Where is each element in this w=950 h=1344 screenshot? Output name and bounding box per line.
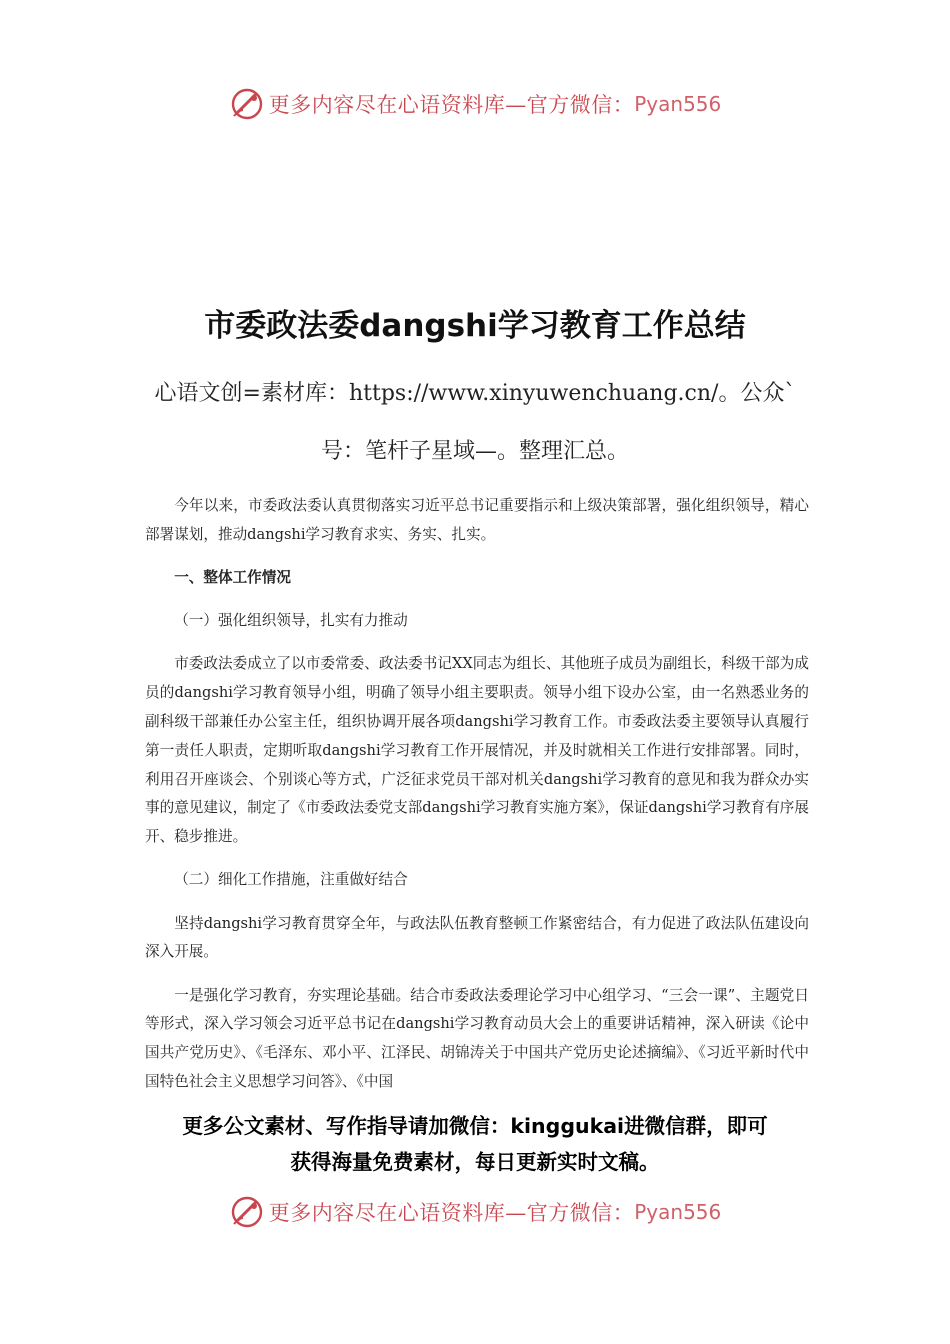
promo-notice: [0, 1108, 950, 1180]
header-banner: [0, 82, 950, 126]
banner-text: 更多内容尽在心语资料库—官方微信：: [268, 93, 635, 117]
paragraph-body: 市委政法委成立了以市委常委、政法委书记XX同志为组长、其他班子成员为副组长，科级干部为成员的dangshi学习教育领导小组，明确了领导小组主要职责。领导小组下设办公室，由一名熟悉业务的副科级干部兼任办公室主任，组织协调开展各项dangshi学习教育工作。市委政法委主要领导认真履行第一责任人职责，定期听取dangshi学习教育工作开展情况，并及时就相关工作进行安排部署。同时，利用召开座谈会、个别谈心等方式，广泛征求党员干部对机关dangshi学习教育的意见和我为群众办实事的意见建议，制定了《市委政法委党支部dangshi学习教育实施方案》，保证dangshi学习教育有序展开、稳步推进。: [145, 655, 809, 846]
promo-line1: 更多公文素材、写作指导请加微信：kinggukai进微信群，即可: [182, 1114, 768, 1138]
subsection-heading: （二）细化工作措施，注重做好结合: [174, 871, 408, 889]
subsection-heading: （一）强化组织领导，扎实有力推动: [174, 612, 408, 630]
document-body: [145, 492, 809, 1097]
brush-logo-icon: [229, 1194, 265, 1230]
paragraph-body: 坚持dangshi学习教育贯穿全年，与政法队伍教育整顿工作紧密结合，有力促进了政法队伍建设向深入开展。: [145, 914, 809, 961]
banner-text: 更多内容尽在心语资料库—官方微信：: [268, 1201, 635, 1225]
document-subtitle-line2: 号：笔杆子星域—。整理汇总。: [320, 439, 629, 464]
document-subtitle-line1: 心语文创=素材库：https://www.xinyuwenchuang.cn/。公众`: [154, 381, 796, 406]
promo-line2: 获得海量免费素材，每日更新实时文稿。: [290, 1150, 660, 1174]
section-heading: 一、整体工作情况: [174, 568, 291, 586]
paragraph-intro: 今年以来，市委政法委认真贯彻落实习近平总书记重要指示和上级决策部署，强化组织领导，精心部署谋划，推动dangshi学习教育求实、务实、扎实。: [145, 497, 809, 543]
banner-wechat-id: Pyan556: [634, 92, 722, 116]
paragraph-body: 一是强化学习教育，夯实理论基础。结合市委政法委理论学习中心组学习、“三会一课”、主题党日等形式，深入学习领会习近平总书记在dangshi学习教育动员大会上的重要讲话精神，深入研读《论中国共产党历史》、《毛泽东、邓小平、江泽民、胡锦涛关于中国共产党历史论述摘编》、《习近平新时代中国特色社会主义思想学习问答》、《中国: [145, 986, 809, 1090]
banner-wechat-id: Pyan556: [634, 1200, 722, 1224]
document-title: 市委政法委dangshi学习教育工作总结: [204, 308, 746, 344]
footer-banner: [0, 1190, 950, 1234]
brush-logo-icon: [229, 86, 265, 122]
